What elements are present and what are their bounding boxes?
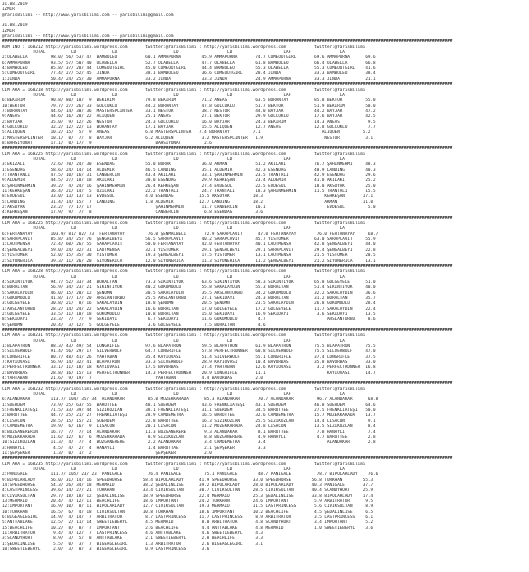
horse-row: 1:ARSLANTURBO 28.2/ 14/ 24/ 22 SAKALAYDIN 16.6 BORALTAN 17.0 GOLGEYELE 17.2 GOLGEYELE 11.7 SAKALAYDIN 22.4 — [2, 306, 376, 312]
horse-row: 7:KAYIOVASI 56.9/ 14/ 32/ 41 BLAPATRON 33.3 SILVERWOLF 28.9 KAYIOVASI 10.4 BAVORBAS 35.8 BAVORBAS 33.0 — [2, 360, 376, 366]
horse-row: 4:KEHKEŞAN 17.9/ 9/ 7/ 8 CANBERCİN 6.8 ESENDAĞ 3.6 — [2, 210, 263, 216]
horse-row: 5:SILVERWOLF 91.4/ 56/ 29/ 17 SILVERWOLF 64.7 LONGRIFLE 57.8 PERFECTRUNNER 60.8 SILVERWOLF 75.5 SILVERWOLF 47.0 — [2, 349, 376, 355]
horse-row: 2:BAROTTEE 44.7/ 25/ 21/ 27 FRENKLİATEŞİ 28.9 CAMDEMETRA 16.5 BAROTTEE 32.6 CAMDEMETRA 15.7 MUZEKKARADA 13.7 — [2, 413, 376, 419]
header-line: İZMİR — [2, 7, 15, 13]
horse-row: 3:GOLGEYELE 30.8/ 21/ 8/ 16 SAKALAYDIN 18.8 ŞENOMN 20.5 ŞENOMN 23.5 SAKALAYDIN 26.8 GOKOMODLU 28.4 — [2, 301, 376, 307]
horse-row: 4:LISACON 28.5/ 15/ 15/ 21 SUERDEM 22.8 BAROTTEE 16.3 SIZIKOZLAN 25.5 SIZIKOZLAN 14.4 LISACON 9.1 — [2, 418, 376, 424]
race-header-line: CİM ARA = 168231 http://yarisbilimi.wordpress.com twitter:@YarisBilimi : http://yarisbilimi.wordpress.com twitter:@YarisBilimi — [2, 333, 366, 339]
horse-row: 1:ŞEDALINLISE 5.5/ 0/ 3/ 7 BIGEAGLEGIRL 1.3 ARBITRATOR 2.6 BIGEAGLEGIRL 3.1 — [2, 541, 263, 547]
section-separator: ################################################################################################################################################################################ — [2, 215, 453, 221]
section-separator: ################################################################################################################################################################################ — [2, 456, 453, 462]
horse-row: 10:TURKHAN 16.5/ 6/ 4/ 18 CIVIKSULTAN 10.8 TURKHAN 18.6 IMPORTANT 10.2 BEACHLIFE 4.5 ŞEDALINLISE 6.5 — [2, 509, 374, 515]
horse-row: 2:SIYONERICA 39.3/ 11/ 26/ 20 SIYONERICA 12.0 SIYONERICA 11.3 SIYONERICA 11.2 ŞENGALBEYI 21.2 SIYONERICA 13.1 — [2, 258, 376, 264]
horse-row: 5:COMEOUTGIRL 77.4/ 27/ 52/ 45 JINDA 38.1 BAMBOLEO 36.6 COMEOUTGIRL 28.4 JINDA 33.3 BAMBOLEO 38.4 — [2, 71, 376, 77]
race-section — [2, 82, 527, 146]
horse-row: 2:BAVORBAS 28.8/ 16/ 15/ 13 PERFECTRUNNER 14.3 PERFECTRUNNER 20.9 LONGRIFLE 11.1 KAYIOVASI 14.7 — [2, 370, 376, 376]
horse-row: 1:MASTERSPLINTER 10.1/ 0/ 7/ 8 BAYJAR 6.2 ALIQUEN 3.2 MASTERSPLINTER 1.9 NESTOR 3.1 — [2, 135, 374, 141]
horse-row: 9:MUZEKKARADA 11.6/ 12/ 6/ 6 MUZEKKARADA 8.9 SIZIKOZLAN 8.8 BUZGANERERE 4.9 HANAYLI 4.7 BAROTTEE 2.8 — [2, 434, 376, 440]
column-header-line: TOTAL LD LD LD LD LAF LA — [2, 392, 345, 398]
horse-row: 9:ANEAS 44.6/ 16/ 28/ 22 ALIQUEN 25.1 ANEAS 27.1 BEKTOR 29.9 GOLCUKLU 17.6 BAYJAR 42.5 — [2, 114, 376, 120]
horse-row: 8:CIVIKSULTAN 29.7/ 18/ 18/ 12 ŞEDALINLISE 18.9 SPEEDHORSE 22.4 MERMAID 25.3 ŞEDALINLISE 33.8 BIPOLARLADY 17.4 — [2, 493, 374, 499]
race-header-line: KUM 1NO : 168212 http://yarisbilimi.wordpress.com twitter:@YarisBilimi : http://yarisbilimi.wordpress.com twitter:@YarisBilimi — [2, 44, 366, 50]
horse-row: 6:BIGEAGLEGIRL 14.9/ 4/ 14/ 7 ARBITRATOR 8.7 LASTPRINCESS 11.7 LASTPRINCESS 8.9 ARBITRATOR 3.5 LASTPRINCESS 6.1 — [2, 515, 374, 520]
race-header-line: CİM ARA = 168235 http://yarisbilimi.wordpress.com twitter:@YarisBilimi : http://yarisbilimi.wordpress.com twitter:@YarisBilimi — [2, 461, 366, 467]
section-separator: ################################################################################################################################################################################ — [2, 39, 453, 45]
horse-row: 7:BORANTAY 44.6/ 14/ 30/ 36 MASTERSPLINTER 33.1 NESTOR 38.7 NESTOR 44.0 BAYJAR 44.2 BAYJAR 47.2 — [2, 108, 376, 114]
horse-row: 5:SAKALAYDIN 46.0/ 15/ 20/ 12 ŞENOMN 30.5 SAKALAYDIN 35.5 ARSLANTURBO 34.2 GOKOMODLU 32.2 SAKALAYDIN 36.6 — [2, 290, 376, 296]
horse-row: 4:ŞENGALBEYI 59.0/ 24/ 32/ 31 LAUTMENSA 32.1 YISTOMER 29.1 ŞENGALBEYI 29.1 SARAPCAVIT 29.4 ŞENGALBEYI 22.8 — [2, 247, 376, 253]
race-section — [2, 216, 527, 264]
horse-row: 11:KEHKEŞAN 36.4/ 21/ 14/ 5 ÖZILAKI 22.2 TRANTALI 24.7 TRANTALI 18.3 ŞAHİNMEHMİN 11.5 TRANTALI 15.5 — [2, 189, 376, 195]
horse-row: 6:ALANDAKAR 113.7/ 104/ 35/ 34 ALANDAKAR 85.0 MUZEKKARADA 85.3 ALANDAKAR 70.7 ALANDAKAR 96.7 ALANDAKAR 68.8 — [2, 397, 379, 403]
horse-row: 11:ŞEPŞEKER 1.3/ 0/ 1/ 2 ŞEPŞEKER 2.0 — [2, 450, 212, 456]
horse-row: 8:EVDESUL 33.0/ 13/ 13/ 13 EVDESUL 4.0 ESENDAĞ 15.5 AKSOYAK 18.3 KEHKEŞAN 17.1 — [2, 194, 374, 200]
race-header-line: CİM ARA = 168225 http://yarisbilimi.wordpress.com twitter:@YarisBilimi : http://yarisbilimi.wordpress.com twitter:@YarisBilimi — [2, 151, 366, 157]
section-separator: ################################################################################################################################################################################ — [2, 381, 453, 387]
header-line: 31.08.2019 — [2, 23, 28, 29]
race-sections — [2, 39, 527, 552]
horse-row: 6:ŞAHİNMEHMİN 39.2/ 4/ 24/ 16 ŞAHİNMEHMİN 26.4 KEHKEŞAN 27.4 EVDESUL 22.5 EVDESUL 18.0 AKSOYAK 25.0 — [2, 183, 376, 189]
horse-row: 4:SIKINTIYOK 94.7/ 52/ 33/ 34 BORALTAN 73.3 SIKINTIYOK 63.6 SIKINTIYOK 58.3 SIKINTIYOK 65.8 GOLGEYELE 51.0 — [2, 279, 376, 285]
race-section — [2, 264, 527, 328]
horse-row: 13:MERMAID 20.4/ 4/ 12/ 11 BEACHLIFE 18.6 IMPORTANT 24.2 TURKHAN 24.6 IMPORTANT 5.9 ARBITRATOR 9.5 — [2, 498, 374, 504]
horse-row: 3:PERFECTRUNNER 33.1/ 11/ 18/ 18 KAYIOVASI 17.5 BAVORBAS 27.4 YAHTABAN 12.6 KAYIOVASI 3.2 PERFECTRUNNER 16.8 — [2, 365, 376, 371]
race-header-line: CİM ARA = 168228 http://yarisbilimi.wordpress.com twitter:@YarisBilimi : http://yarisbilimi.wordpress.com twitter:@YarisBilimi — [2, 269, 366, 275]
column-header-line: TOTAL LD LD LD LD LAF LA — [2, 92, 345, 98]
horse-row: 10:SIZIKOZLAN 11.3/ 4/ 7/ 4 BUZGANERERE 2.2 ALANDAKAR 3.4 CAMDEMETRA 3.4 ALANDAKAR 2.8 — [2, 440, 376, 446]
horse-row: 2:GOLGEYELE 33.5/ 11/ 18/ 18 GOKOMODLU 10.8 BORALTAN 15.0 SEKIDAYI 16.9 SEKIDAYI 3.6 SEKIDAYI 13.5 — [2, 311, 376, 317]
horse-row: 5:ALIQUEN 10.2/ 15/ 5/ 9 ANEAS 6.8 MASTERSPLINTER 7.4 BORANTAY 7.1 ALIQUEN 5.2 — [2, 130, 371, 136]
horse-row: 6:BEKİRİM 90.8/ 80/ 10/ 9 BEKİRİM 79.8 BEKİRİM 71.2 ANEAS 63.5 BORANTAY 85.8 BEKTOR 55.0 — [2, 98, 376, 104]
horse-row: 1:JINDA 50.4/ 24/ 25/ 30 AMMAPURNA 33.2 JINDA 33.3 JINDA 24.9 AMMAPURNA 33.3 JINDA 21.1 — [2, 76, 376, 82]
horse-row: 5:ANTTABLAKE 12.5/ 2/ 11/ 14 SWEETIEBERYL 4.5 MERMAID 8.0 ARBITRATOR 4.8 SCANDYHORT 3.4 IMPORTANT 5.2 — [2, 520, 374, 526]
horse-row: 10:BEKTOR 79.7/ 27/ 26/ 33 GOLCUKLU 44.2 BORANTAY 47.8 GOLCUKLU 51.7 BEKTOR 51.9 BEKİRİM 50.0 — [2, 103, 376, 109]
horse-row: 15:BEACHLIFE 10.2/ 8/ 8/ 7 IMPORTANT 2.6 BEACHLIFE 4.4 ANTTABLAKE 4.8 MERMAID 1.0 SWEETIEBERYL 3.6 — [2, 525, 374, 531]
race-section — [2, 456, 527, 552]
horse-row: 7:CAMDEMETRA 19.9/ 6/ 16/ 9 LISACON 20.1 LISACON 11.2 MUZEKKARADA 24.8 LISACON 13.5 SIZIKOZLAN 8.4 — [2, 424, 376, 430]
horse-row: 1:BLAPATRON 88.3/ 43/ 49/ 54 LONGRIFLE 97.6 BLAPATRON 59.5 BLAPATRON 61.9 BLAPATRON 75.5 BLAPATRON 75.5 — [2, 344, 376, 349]
horse-row: 8:LONGRIFLE 80.7/ 48/ 41/ 26 YAHTABAN 35.4 KAYIOVASI 51.4 SILVERWOLF 55.1 LONGRIFLE 37.4 LONGRIFLE 37.5 — [2, 354, 376, 360]
horse-row: 10:SWEETIEBERYL 2.0/ 3/ 0/ 3 BIGEAGLEGIRL 0.9 LASTPRINCESS 3.6 — [2, 547, 210, 553]
horse-row: 3:HANAYLI 4.5/ 4/ 2/ 4 HANAYLI 1.4 BAROTTAE 2.1 ŞEPŞEKER 3.3 — [2, 445, 266, 451]
horse-row: 8:BAHSIYONAT 17.1/ 0/ 17/ 9 BAHSIYONAT 2.6 — [2, 140, 212, 146]
horse-row: 1:LAUTMENSA 72.4/ 60/ 26/ 55 SARAPCAVIT 50.0 FERTANAYAY 42.0 FERTANAYAY 40.1 LAUTMENSA 42.8 ŞENGALBEYI 44.0 — [2, 242, 376, 248]
header-line: @YarisBilimi -- http://www.yarisbilimi.com -- yarisbilimi@gmail.com — [2, 34, 174, 40]
horse-row: 14:SPEEDHORSE 54.3/ 26/ 34/ 18 MERMAID 38.2 ŞEDALINLISE 39.2 BIPOLARLADY 28.0 BIPOLARLADY 40.3 PANIGALE 37.7 — [2, 482, 374, 488]
section-separator: ################################################################################################################################################################################ — [2, 327, 453, 333]
horse-row: 12:IMPORTANT 16.9/ 10/ 8/ 11 BIPOLARLADY 12.7 CIVIKSULTAN 19.3 MERMAID 11.5 LASTPRINCESS 5.6 CIVIKSULTAN 8.9 — [2, 504, 374, 510]
column-header-line: TOTAL LD LD LD LD LAF LA — [2, 226, 345, 232]
race-header-line: CİM ARA = 168218 http://yarisbilimi.wordpress.com twitter:@YarisBilimi : http://yarisbilimi.wordpress.com twitter:@YarisBilimi — [2, 87, 366, 93]
horse-row: 2:AKSOYAK 23.2/ 7/ 17/ 17 ŞAHİNMEHMİN 11.7 CANBERCİN 10.1 EVDESUL 5.0 — [2, 205, 376, 211]
column-header-line: TOTAL LD LD LD LD LAF LA — [2, 156, 345, 162]
horse-row: 7:GOKOMODLU 41.8/ 17/ 17/ 20 ARSLANTURBO 25.5 ARSLANTURBO 27.1 SEKIDAYI 24.3 BORALTAN 31.2 BORALTAN 35.7 — [2, 295, 376, 301]
horse-row: 9:ALDEMİR 44.5/ 27/ 18/ 18 AKILAKI 30.0 ESENDAG 29.9 KEHKEŞAN 23.4 ALDEMİR 41.8 AKILAKI 25.2 — [2, 178, 376, 184]
horse-row: 4:GOLCUKLU 32.2/ 12/ 22/ 13 BORANTAY 17.1 BAYJAR 15.5 ALIQUEN 12.7 ANEAS 12.8 GOLCUKLU 7.7 — [2, 124, 376, 130]
horse-row: 7:TRANTANLI 47.5/ 10/ 16/ 31 CANBERCİN 43.4 AKILAKI 33.1 ŞAHİNMEHMİN 23.5 TRANTALI 42.9 ESENDAG 29.6 — [2, 173, 376, 178]
header-line: @YarisBilimi -- http://www.yarisbilimi.com -- yarisbilimi@gmail.com — [2, 12, 174, 18]
horse-row: 11:ARBITRATOR 9.4/ 4/ 12/ 7 LASTPRINCESS 4.6 ANTTABLAKE 4.6 SWEETIEBERYL 4.3 — [2, 531, 263, 537]
column-header-line: TOTAL LD LD LD LD LAF LA — [2, 50, 345, 56]
horse-row: 2:BAYJAR 35.0/ 9/ 12/ 26 NESTOR 24.3 GOLCUKLU 16.0 BAYJAR 24.3 BEKİRİM 14.3 ANEAS 9.5 — [2, 119, 376, 125]
horse-row: 4:BAMBOLEO 85.8/ 37/ 28/ 44 COMEOUTGIRL 45.0 COMEOUTGIRL 44.4 BAMBOLEO 55.3 OLABELLA 55.3 COMEOUTGIRL 41.6 — [2, 66, 376, 72]
race-section — [2, 381, 527, 456]
document-header — [2, 2, 527, 39]
horse-row: 5:YISTOMER 52.0/ 15/ 35/ 30 YISTOMER 19.3 ŞENGALBEYI 17.5 YISTOMER 13.1 LAUTMENSA 21.5 YISTOMER 20.5 — [2, 253, 376, 259]
race-header-line: CİM ARA = 168225 http://yarisbilimi.wordpress.com twitter:@YarisBilimi : http://yarisbilimi.wordpress.com twitter:@YarisBilimi — [2, 221, 366, 227]
horse-row: 9:ŞENOMN 20.4/ 3/ 12/ 5 GOLGEYELE 3.6 GOLGEYELE 7.5 BORALTAN 4.6 — [2, 322, 266, 328]
horse-row: 5:FRENKLİATEŞİ 71.5/ 33/ 39/ 44 SIZIKOZLAN 38.1 FRENKLİATEŞİ 31.1 SUERDEM 34.5 BAROTTEE 27.5 FRENKLİATEŞİ 50.0 — [2, 408, 376, 414]
header-line: İZMİR — [2, 28, 15, 34]
horse-row: 5:LANDING 31.4/ 14/ 15/ 7 LANDING 1.8 ALDEMİR 12.7 LANDING 18.2 AKMAN 11.0 — [2, 199, 374, 205]
header-line: 31.08.2019 — [2, 2, 28, 7]
horse-row: 9:BIPOLARLADY 56.0/ 31/ 14/ 16 SPEEDHORSE 58.4 BIPOLARLADY 41.9 SPEEDHORSE 33.0 SPEEDHORSE 56.8 TURKHAN 55.3 — [2, 477, 374, 483]
horse-row: 8:BUZGANERERIN 16.7/ 7/ 7/ 14 ALANDAKAR 11.3 BUZGANERERE 9.3 ALANDAKAR 8.1 BAROTTEE 7.8 HANAYLI 7.4 — [2, 429, 376, 435]
horse-row: 8:SARAPCAVIT 85.8/ 34/ 25/ 76 ŞENGALBEYI 56.5 SARAPCAVIT 40.2 SARAPCAVIT 45.7 YISTOMER 63.0 SARAPCAVIT 55.9 — [2, 237, 376, 243]
horse-row: 3:EKIZALI 72.6/ 70/ 24/ 30 ESENDAG 55.0 BURAK 36.0 AKMAN 51.2 AKILAKI 76.7 ŞAHİNMEHMİ 48.3 — [2, 162, 376, 168]
horse-row: 6:AMMAPURNA 93.5/ 57/ 50/ 40 OLABELLA 52.7 OLABELLA 47.7 OLABELLA 61.8 BAMBOLEO 66.4 OLABELLA 66.8 — [2, 60, 376, 66]
section-separator: ################################################################################################################################################################################ — [2, 263, 453, 269]
column-header-line: TOTAL LD LD LD LD LAF LA — [2, 274, 345, 280]
horse-row: 4:YAHTABAN 21.6/ 9/ 19/ 7 YAHTABAN 4.4 BAVORBAS 2.0 — [2, 376, 263, 382]
horse-row: 6:BORALTAN 56.9/ 34/ 23/ 21 SIKINTIYOK 40.2 GOKOMODLU 55.8 SAKALAYDIN 55.3 BORALTAN 51.4 SIKINTIYOK 40.0 — [2, 285, 376, 291]
horse-row: 6:FERTANAYAY 103.9/ 81/ 82/ 73 FERTANAYAY 76.0 ŞENMALBELI 72.9 SARAPCAVIT 47.0 FERTANAYAY 76.0 FERTANAYAY 68.7 — [2, 231, 379, 237]
section-separator: ################################################################################################################################################################################ — [2, 146, 453, 152]
race-section — [2, 39, 527, 82]
race-section — [2, 146, 527, 215]
document-page — [2, 2, 527, 570]
horse-row: 3:SCANDYHORT 8.9/ 3/ 5/ 8 ANTTABLAKE 2.1 SWEETIEBERYL 2.8 BEACHLIFE 3.3 — [2, 536, 263, 542]
horse-row: 2:OLABELLA 98.0/ 56/ 53/ 47 BAMBOLEO 60.1 AMMAPURNA 45.9 AMMAPURNA 74.7 COMEOUTGIRL 69.6 AMMAPURNA 69.6 — [2, 55, 376, 61]
horse-row: 1:SUERDEM 73.9/ 25/ 63/ 55 BAROTTEE 48.1 SUERDEM 43.6 FRENKLİATEŞİ 43.1 SUERDEM 46.8 SUERDEM 64.6 — [2, 402, 376, 408]
section-separator: ################################################################################################################################################################################ — [2, 82, 453, 88]
horse-row: 1:ESENDAG 58.6/ 24/ 14/ 14 ALDEMİR 46.5 LANDING 35.1 ALDEMİR 42.3 ESENDAG 48.9 LANDING 40.3 — [2, 167, 376, 173]
column-header-line: TOTAL LD LD LD LD LAF LA — [2, 338, 345, 344]
horse-row: 8:SEKIDAYI 23.3/ 7/ 7/ 9 SEKIDAYI 6.7 SEKIDAYI 11.6 GOKOMODLU 4.7 ARSLANTURBO 8.6 — [2, 317, 376, 323]
race-header-line: CİM ARA = 168232 http://yarisbilimi.wordpress.com twitter:@YarisBilimi : http://yarisbilimi.wordpress.com twitter:@YarisBilimi — [2, 386, 366, 392]
race-section — [2, 328, 527, 381]
horse-row: 4:LASTPRINCESS 39.6/ 14/ 27/ 21 TURKHAN 33.4 CIVIKSULTAN 30.7 CIVIKSULTAN 28.5 CIVIKSULTAN 40.4 SCANDYHORT 25.9 — [2, 488, 374, 494]
column-header-line: TOTAL LD LD LD LD LAF LA — [2, 466, 345, 472]
horse-row: 2:PANIGALE 111.7/ 105/ 23/ 23 PANIGALE 76.4 PANIGALE 75.1 PANIGALE 48.7 PANIGALE 78.7 BIPOLARLADY 76.6 — [2, 472, 379, 478]
